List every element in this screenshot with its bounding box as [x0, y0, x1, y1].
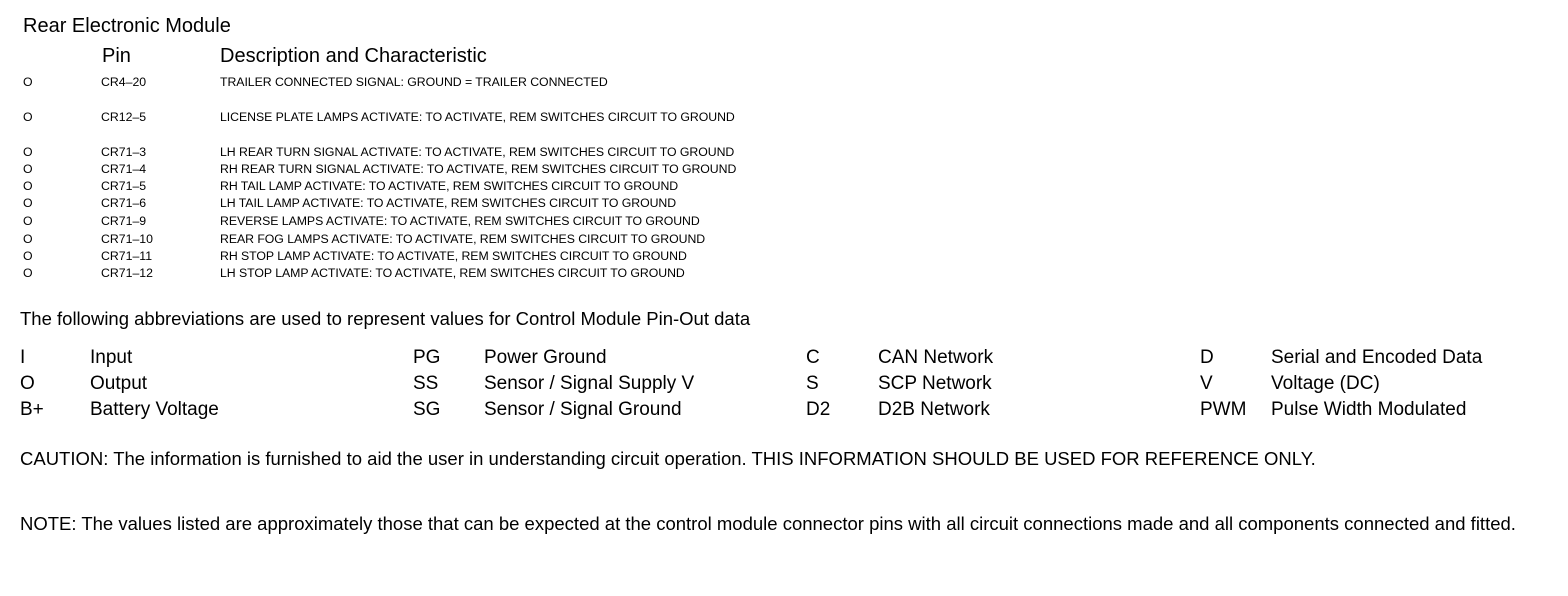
abbreviation-code: PG — [413, 347, 441, 368]
module-title: Rear Electronic Module — [23, 15, 231, 37]
pin-description: TRAILER CONNECTED SIGNAL: GROUND = TRAILER CONNECTED — [220, 75, 608, 89]
abbreviation-code: B+ — [20, 399, 44, 420]
pin-description: LH TAIL LAMP ACTIVATE: TO ACTIVATE, REM SWITCHES CIRCUIT TO GROUND — [220, 196, 677, 210]
pin-id: CR71–12 — [101, 266, 153, 280]
pin-io-type: O — [23, 75, 33, 89]
abbreviation-meaning: Sensor / Signal Supply V — [484, 373, 695, 394]
pin-io-type: O — [23, 232, 33, 246]
abbreviation-meaning: SCP Network — [878, 373, 992, 394]
abbreviation-code: S — [806, 373, 819, 394]
values-note: NOTE: The values listed are approximately those that can be expected at the control module connector pins with all circuit connections made and all components connected and fitted. — [20, 513, 1516, 534]
pin-description: RH STOP LAMP ACTIVATE: TO ACTIVATE, REM SWITCHES CIRCUIT TO GROUND — [220, 249, 687, 263]
abbreviation-meaning: D2B Network — [878, 399, 990, 420]
pin-description: RH TAIL LAMP ACTIVATE: TO ACTIVATE, REM SWITCHES CIRCUIT TO GROUND — [220, 179, 679, 193]
abbreviation-code: D — [1200, 347, 1214, 368]
abbreviation-code: V — [1200, 373, 1213, 394]
abbreviation-code: SG — [413, 399, 441, 420]
abbreviation-meaning: Voltage (DC) — [1271, 373, 1380, 394]
pin-id: CR4–20 — [101, 75, 147, 89]
abbreviation-code: D2 — [806, 399, 831, 420]
pin-io-type: O — [23, 110, 33, 124]
pin-description: REVERSE LAMPS ACTIVATE: TO ACTIVATE, REM SWITCHES CIRCUIT TO GROUND — [220, 214, 700, 228]
abbreviation-code: SS — [413, 373, 439, 394]
pin-description: LH STOP LAMP ACTIVATE: TO ACTIVATE, REM SWITCHES CIRCUIT TO GROUND — [220, 266, 685, 280]
abbreviation-code: O — [20, 373, 35, 394]
pin-id: CR71–4 — [101, 162, 147, 176]
caution-note: CAUTION: The information is furnished to aid the user in understanding circuit operation. THIS INFORMATION SHOULD BE USED FOR REFERENCE ONLY. — [20, 448, 1316, 469]
pin-description: LH REAR TURN SIGNAL ACTIVATE: TO ACTIVATE, REM SWITCHES CIRCUIT TO GROUND — [220, 145, 735, 159]
pin-io-type: O — [23, 266, 33, 280]
description-column-header: Description and Characteristic — [220, 45, 487, 67]
pin-io-type: O — [23, 162, 33, 176]
abbreviation-meaning: Power Ground — [484, 347, 607, 368]
pin-id: CR71–6 — [101, 196, 147, 210]
pin-io-type: O — [23, 196, 33, 210]
abbreviation-meaning: Battery Voltage — [90, 399, 219, 420]
abbreviation-meaning: CAN Network — [878, 347, 994, 368]
pin-id: CR71–11 — [101, 249, 153, 263]
pin-io-type: O — [23, 214, 33, 228]
pin-id: CR71–5 — [101, 179, 147, 193]
pin-description: REAR FOG LAMPS ACTIVATE: TO ACTIVATE, REM SWITCHES CIRCUIT TO GROUND — [220, 232, 706, 246]
pin-description: RH REAR TURN SIGNAL ACTIVATE: TO ACTIVATE, REM SWITCHES CIRCUIT TO GROUND — [220, 162, 737, 176]
abbreviation-meaning: Sensor / Signal Ground — [484, 399, 682, 420]
abbreviation-meaning: Serial and Encoded Data — [1271, 347, 1483, 368]
abbreviation-meaning: Output — [90, 373, 148, 394]
pin-id: CR12–5 — [101, 110, 147, 124]
pin-id: CR71–10 — [101, 232, 153, 246]
pin-description: LICENSE PLATE LAMPS ACTIVATE: TO ACTIVATE, REM SWITCHES CIRCUIT TO GROUND — [220, 110, 735, 124]
abbreviation-meaning: Input — [90, 347, 133, 368]
pin-id: CR71–9 — [101, 214, 147, 228]
pin-io-type: O — [23, 249, 33, 263]
abbreviation-code: I — [20, 347, 26, 368]
abbreviation-code: C — [806, 347, 820, 368]
abbreviation-meaning: Pulse Width Modulated — [1271, 399, 1467, 420]
pin-io-type: O — [23, 145, 33, 159]
abbreviation-code: PWM — [1200, 399, 1247, 420]
pin-id: CR71–3 — [101, 145, 147, 159]
abbreviations-intro: The following abbreviations are used to represent values for Control Module Pin-Out data — [20, 308, 751, 329]
pin-column-header: Pin — [102, 45, 131, 67]
pin-io-type: O — [23, 179, 33, 193]
